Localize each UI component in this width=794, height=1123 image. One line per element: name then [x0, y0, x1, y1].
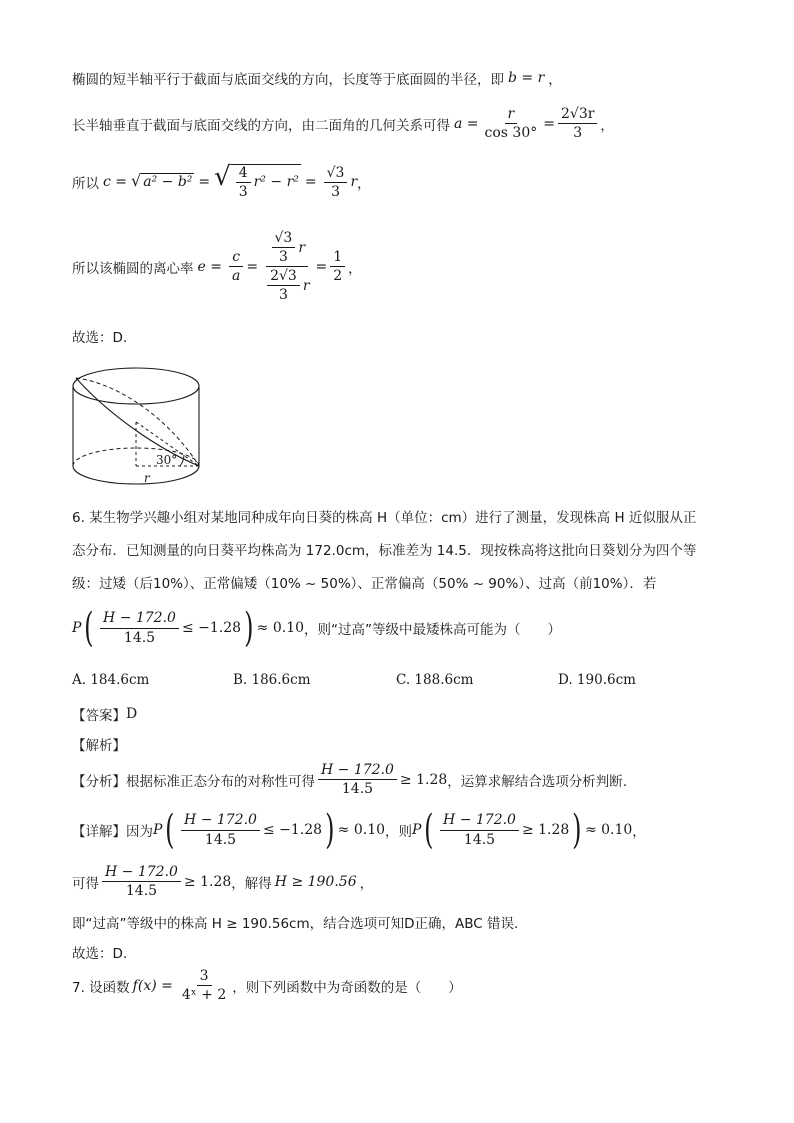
answer-value: D: [126, 706, 138, 722]
numerator: 3: [197, 968, 212, 986]
math: ≈ 0.10: [337, 822, 386, 838]
answer-line: [72, 704, 137, 724]
numerator: √3: [272, 230, 296, 248]
numerator: H − 172.0: [102, 864, 181, 882]
math: ≥ 1.28: [399, 771, 448, 788]
numerator: 1: [330, 249, 345, 267]
fraction: [324, 165, 348, 200]
math: ≤ −1.28: [181, 620, 242, 636]
paren-close: ): [325, 807, 335, 853]
paren-open: (: [424, 807, 434, 853]
equals: =: [315, 258, 328, 275]
denominator: 3: [238, 184, 248, 201]
fraction: [318, 762, 397, 797]
math: r: [350, 174, 358, 191]
analysis-tag: 【解析】: [72, 738, 126, 754]
denominator: 14.5: [204, 831, 237, 848]
text: 所以该椭圆的离心率: [72, 260, 194, 277]
equals: =: [198, 174, 211, 191]
equals: =: [543, 115, 555, 132]
denominator: a: [231, 268, 241, 285]
fraction: [181, 812, 260, 847]
fraction: [236, 165, 251, 200]
text: ，: [600, 117, 614, 134]
denominator: 3: [278, 287, 288, 304]
angle-label: 30°: [156, 453, 178, 467]
text: ，: [632, 824, 646, 840]
text: ，: [548, 72, 562, 88]
sqrt: √ a² − b²: [131, 171, 193, 191]
text: ，解得: [231, 875, 272, 892]
equals: =: [304, 174, 317, 191]
denominator: 14.5: [125, 883, 158, 900]
math: P: [153, 822, 163, 838]
denominator: 14.5: [463, 831, 496, 848]
xiangjie-tag: 【详解】: [72, 824, 126, 840]
solution-line-3: [72, 164, 371, 200]
numerator: 2√3: [267, 268, 300, 286]
math: f(x) =: [132, 977, 173, 994]
paren-close: ): [244, 605, 254, 651]
compound-fraction: [261, 230, 312, 303]
text: ，: [357, 176, 371, 193]
fenxi-tag: 【分析】: [72, 773, 126, 790]
numerator: r: [505, 106, 518, 124]
solution-line-1: [72, 68, 562, 88]
denominator: 14.5: [341, 781, 374, 798]
denominator: 4ˣ + 2: [181, 987, 227, 1004]
math: P: [72, 620, 82, 636]
option-c[interactable]: C. 188.6cm: [396, 672, 474, 688]
answer-tag: 【答案】: [72, 708, 126, 724]
paren-open: (: [165, 807, 175, 853]
radicand: r² − r²: [253, 174, 299, 191]
numerator: H − 172.0: [181, 812, 260, 830]
option-b[interactable]: B. 186.6cm: [233, 672, 311, 688]
solution-line-4: [72, 230, 362, 303]
q7-line: [72, 968, 462, 1003]
numerator: H − 172.0: [100, 610, 179, 628]
text: 可得: [72, 875, 99, 892]
choice-line: 故选：D.: [72, 330, 128, 346]
numerator: 2√3r: [558, 106, 597, 124]
text: 因为: [126, 824, 153, 840]
fraction: [482, 106, 541, 141]
fenxi-line: [72, 762, 627, 797]
numerator: √3: [324, 165, 348, 183]
angle-arc: [180, 455, 184, 466]
solution-line-2: [72, 106, 614, 141]
text: ，则: [385, 824, 413, 840]
cylinder-figure: [68, 364, 208, 488]
math: ≈ 0.10: [584, 822, 633, 838]
text: 长半轴垂直于截面与底面交线的方向，由二面角的几何关系可得: [72, 117, 450, 134]
text: ，则下列函数中为奇函数的是（ ）: [232, 979, 462, 996]
kede-line: [72, 864, 373, 899]
fraction: [330, 249, 345, 284]
ji-line: 即“过高”等级中的株高 H ≥ 190.56cm，结合选项可知D正确，ABC 错误.: [72, 916, 519, 932]
numerator: H − 172.0: [318, 762, 397, 780]
fraction: [100, 610, 179, 645]
q6-line-4: [72, 605, 562, 651]
sqrt: √ $\frac{4}{3}$ r² − r²: [214, 162, 299, 201]
math: P: [412, 822, 422, 838]
radicand: a² − b²: [143, 174, 193, 191]
guxuan-line: 故选：D.: [72, 946, 128, 962]
text: 所以: [72, 176, 99, 193]
xiangjie-line: [72, 807, 646, 853]
math: b = r: [508, 70, 545, 86]
paren-open: (: [84, 605, 94, 651]
denominator: 3: [278, 249, 288, 266]
fraction: [229, 249, 243, 284]
math: r: [302, 277, 310, 294]
fraction: [267, 268, 300, 303]
math: c =: [103, 174, 128, 191]
fraction: [440, 812, 519, 847]
math: e =: [197, 258, 222, 275]
math: a =: [454, 115, 479, 132]
paren-close: ): [572, 807, 582, 853]
math: H ≥ 190.56: [274, 873, 357, 890]
text: 根据标准正态分布的对称性可得: [126, 773, 315, 790]
text: ，则“过高”等级中最矮株高可能为（ ）: [304, 622, 562, 638]
denominator: 3: [573, 125, 583, 142]
equals: =: [246, 258, 259, 275]
denominator: 2: [333, 268, 343, 285]
text: 7. 设函数: [72, 979, 130, 996]
text: ，运算求解结合选项分析判断.: [447, 773, 628, 790]
fraction: [272, 230, 296, 265]
denominator: 14.5: [123, 629, 156, 646]
text: 椭圆的短半轴平行于截面与底面交线的方向，长度等于底面圆的半径，即: [72, 72, 504, 88]
fraction: [179, 968, 229, 1003]
math: ≈ 0.10: [256, 620, 305, 636]
option-a[interactable]: A. 184.6cm: [72, 672, 150, 688]
numerator: H − 172.0: [440, 812, 519, 830]
radius-label: r: [144, 471, 150, 485]
option-d[interactable]: D. 190.6cm: [558, 672, 636, 688]
math: ≤ −1.28: [262, 822, 323, 838]
q6-line-2: 态分布．已知测量的向日葵平均株高为 172.0cm，标准差为 14.5．现按株高将这批向日葵划分为四个等: [72, 543, 697, 559]
denominator: 3: [331, 183, 340, 200]
text: ，: [359, 875, 374, 892]
text: ，: [348, 260, 362, 277]
top-ellipse: [73, 368, 199, 404]
math: ≥ 1.28: [183, 873, 232, 890]
math: r: [298, 239, 306, 256]
q6-line-1: 6. 某生物学兴趣小组对某地同种成年向日葵的株高 H（单位：cm）进行了测量，发现株高 H 近似服从正: [72, 510, 697, 526]
bottom-front-arc: [73, 466, 199, 484]
denominator: cos 30°: [484, 125, 538, 142]
numerator: 4: [236, 165, 251, 183]
q6-line-3: 级：过矮（后10%）、正常偏矮（10% ~ 50%）、正常偏高（50% ~ 90%）、过高（前10%）．若: [72, 576, 657, 592]
math: ≥ 1.28: [521, 822, 570, 838]
fraction: [558, 106, 597, 141]
fraction: [102, 864, 181, 899]
numerator: c: [229, 249, 243, 267]
